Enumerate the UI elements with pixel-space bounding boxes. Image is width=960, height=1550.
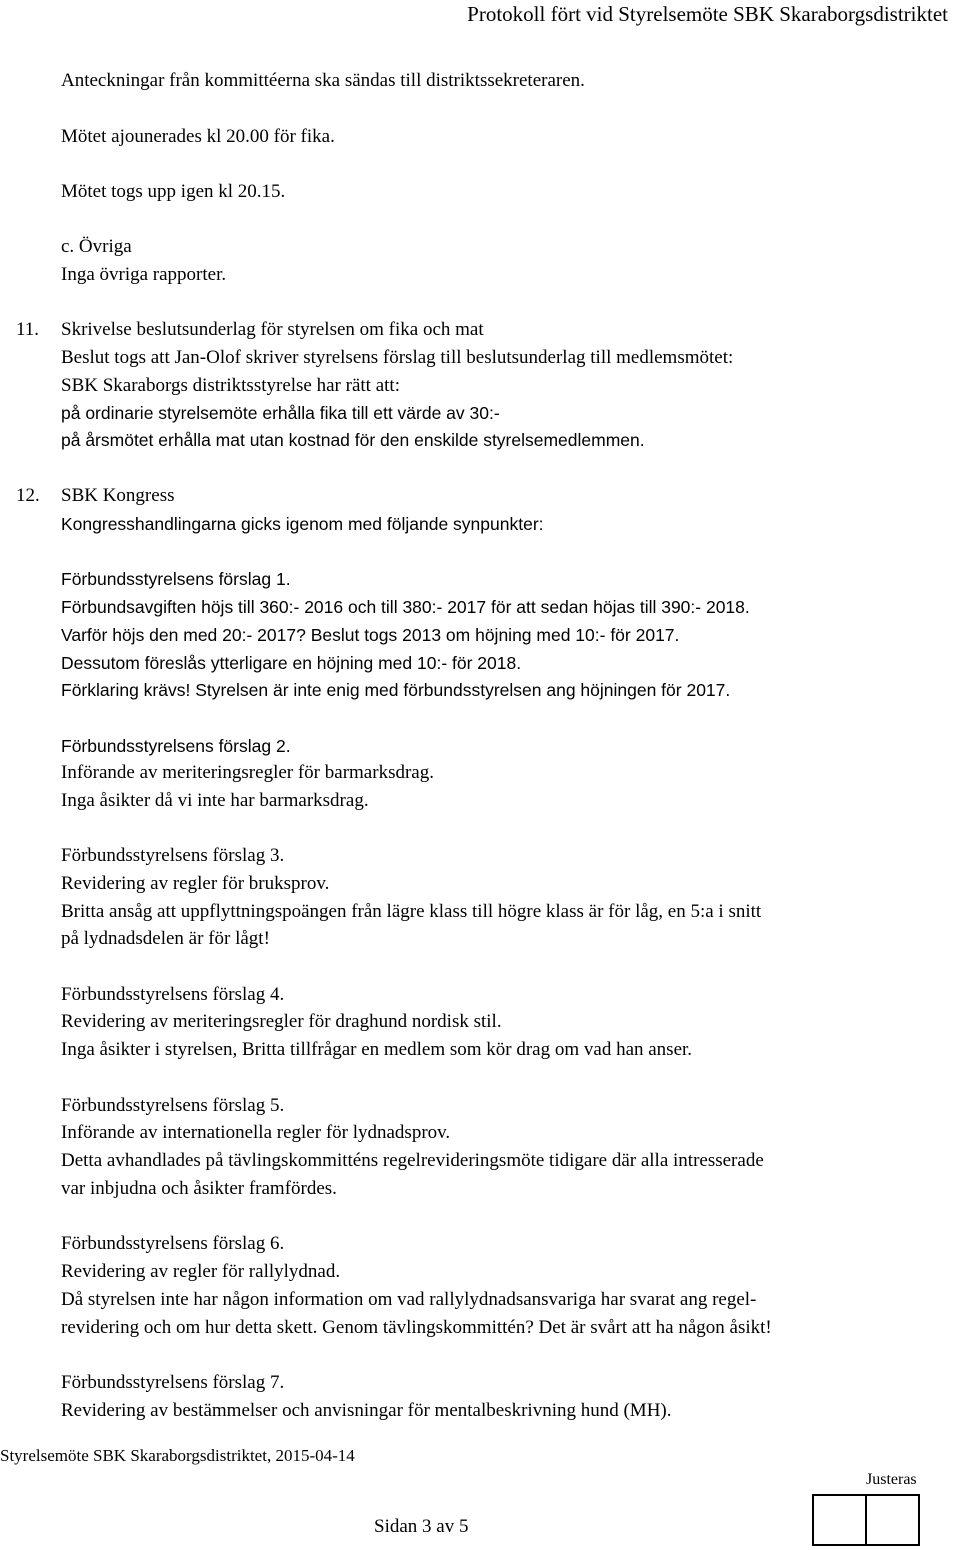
section-number: 11. bbox=[16, 319, 40, 340]
list-subheading: c. Övriga bbox=[61, 236, 132, 257]
text-line: Inga åsikter i styrelsen, Britta tillfrågar en medlem som kör drag om vad han anser. bbox=[61, 1039, 693, 1060]
text-line: Revidering av regler för bruksprov. bbox=[61, 873, 330, 894]
proposal-title: Förbundsstyrelsens förslag 4. bbox=[61, 984, 285, 1005]
text-line: Anteckningar från kommittéerna ska sändas till distriktssekreteraren. bbox=[61, 70, 585, 91]
text-line: Införande av meriteringsregler för barmarksdrag. bbox=[61, 762, 434, 783]
text-line: Kongresshandlingarna gicks igenom med följande synpunkter: bbox=[61, 514, 544, 534]
proposal-title: Förbundsstyrelsens förslag 3. bbox=[61, 845, 285, 866]
text-line: Inga åsikter då vi inte har barmarksdrag. bbox=[61, 790, 369, 811]
signature-cell bbox=[865, 1496, 918, 1544]
text-line: Inga övriga rapporter. bbox=[61, 264, 227, 285]
text-line: Införande av internationella regler för lydnadsprov. bbox=[61, 1122, 451, 1143]
text-line: Dessutom föreslås ytterligare en höjning med 10:- för 2018. bbox=[61, 653, 522, 673]
text-line: Förbundsavgiften höjs till 360:- 2016 och till 380:- 2017 för att sedan höjas till 390:- 2018. bbox=[61, 597, 750, 617]
section-title: SBK Kongress bbox=[61, 485, 175, 506]
proposal-title: Förbundsstyrelsens förslag 7. bbox=[61, 1372, 285, 1393]
text-line: revidering och om hur detta skett. Genom tävlingskommittén? Det är svårt att ha någon åsikt! bbox=[61, 1317, 772, 1338]
text-line: Mötet ajounerades kl 20.00 för fika. bbox=[61, 126, 335, 147]
text-line: Förklaring krävs! Styrelsen är inte enig med förbundsstyrelsen ang höjningen för 2017. bbox=[61, 680, 731, 700]
page-header-title: Protokoll fört vid Styrelsemöte SBK Skaraborgsdistriktet bbox=[467, 2, 948, 26]
text-line: Revidering av regler för rallylydnad. bbox=[61, 1261, 341, 1282]
text-line: Varför höjs den med 20:- 2017? Beslut togs 2013 om höjning med 10:- för 2017. bbox=[61, 625, 680, 645]
proposal-title: Förbundsstyrelsens förslag 1. bbox=[61, 569, 291, 589]
text-line: på ordinarie styrelsemöte erhålla fika till ett värde av 30:- bbox=[61, 403, 500, 423]
text-line: SBK Skaraborgs distriktsstyrelse har rätt att: bbox=[61, 375, 400, 396]
page-number: Sidan 3 av 5 bbox=[374, 1516, 469, 1537]
section-title: Skrivelse beslutsunderlag för styrelsen om fika och mat bbox=[61, 319, 484, 340]
text-line: var inbjudna och åsikter framfördes. bbox=[61, 1178, 337, 1199]
text-line: Revidering av bestämmelser och anvisningar för mentalbeskrivning hund (MH). bbox=[61, 1400, 672, 1421]
signature-cell bbox=[814, 1496, 865, 1544]
justeras-signature-box bbox=[812, 1494, 920, 1546]
text-line: Beslut togs att Jan-Olof skriver styrelsens förslag till beslutsunderlag till medlemsmötet: bbox=[61, 347, 734, 368]
section-number: 12. bbox=[16, 485, 40, 506]
text-line: Detta avhandlades på tävlingskommitténs regelrevideringsmöte tidigare där alla intresserade bbox=[61, 1150, 764, 1171]
text-line: Britta ansåg att uppflyttningspoängen från lägre klass till högre klass är för låg, en 5:a i snitt bbox=[61, 901, 762, 922]
proposal-title: Förbundsstyrelsens förslag 5. bbox=[61, 1095, 285, 1116]
text-line: Då styrelsen inte har någon information om vad rallylydnadsansvariga har svarat ang regel- bbox=[61, 1289, 757, 1310]
justeras-label: Justeras bbox=[866, 1471, 917, 1488]
text-line: på lydnadsdelen är för lågt! bbox=[61, 928, 270, 949]
proposal-title: Förbundsstyrelsens förslag 6. bbox=[61, 1233, 285, 1254]
text-line: på årsmötet erhålla mat utan kostnad för den enskilde styrelsemedlemmen. bbox=[61, 430, 645, 450]
text-line: Revidering av meriteringsregler för draghund nordisk stil. bbox=[61, 1011, 502, 1032]
proposal-title: Förbundsstyrelsens förslag 2. bbox=[61, 736, 291, 756]
text-line: Mötet togs upp igen kl 20.15. bbox=[61, 181, 286, 202]
footer-meeting-info: Styrelsemöte SBK Skaraborgsdistriktet, 2015-04-14 bbox=[0, 1446, 355, 1465]
